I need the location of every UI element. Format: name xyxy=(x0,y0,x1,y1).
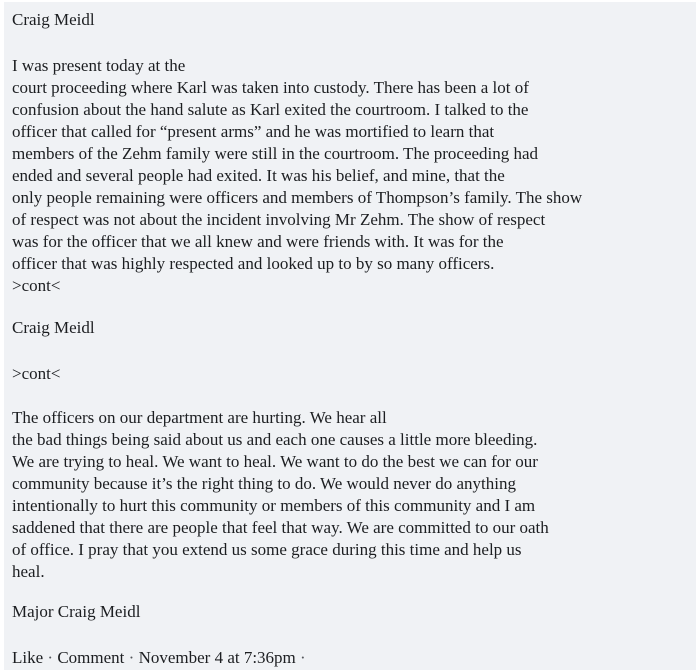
body-line: confusion about the hand salute as Karl exited the courtroom. I talked to the xyxy=(12,100,529,119)
body-line: officer that was highly respected and looked up to by so many officers. xyxy=(12,254,495,273)
separator: · xyxy=(295,648,306,667)
actions-line xyxy=(12,647,306,669)
screenshot-panel xyxy=(4,2,696,670)
post-2-cont xyxy=(12,363,60,385)
body-line: was for the officer that we all knew and were friends with. It was for the xyxy=(12,232,504,251)
cont-marker: >cont< xyxy=(12,276,61,295)
body-line: community because it’s the right thing to do. We would never do anything xyxy=(12,474,516,493)
body-line: the bad things being said about us and each one causes a little more bleeding. xyxy=(12,430,538,449)
author-name[interactable]: Craig Meidl xyxy=(12,10,95,29)
body-line: I was present today at the xyxy=(12,56,186,75)
post-actions xyxy=(12,647,306,669)
body-line: ended and several people had exited. It was his belief, and mine, that the xyxy=(12,166,505,185)
post-1-author xyxy=(12,9,95,31)
post-2-author xyxy=(12,317,95,339)
body-line: only people remaining were officers and members of Thompson’s family. The show xyxy=(12,188,583,207)
signature: Major Craig Meidl xyxy=(12,602,141,621)
body-line: intentionally to hurt this community or members of this community and I am xyxy=(12,496,536,515)
timestamp-link[interactable]: November 4 at 7:36pm xyxy=(138,648,296,667)
body-line: heal. xyxy=(12,562,45,581)
body-line: saddened that there are people that feel that way. We are committed to our oath xyxy=(12,518,549,537)
body-line: court proceeding where Karl was taken into custody. There has been a lot of xyxy=(12,78,529,97)
post-2-body xyxy=(12,407,549,583)
author-name[interactable]: Craig Meidl xyxy=(12,318,95,337)
body-line: officer that called for “present arms” and he was mortified to learn that xyxy=(12,122,495,141)
body-line: The officers on our department are hurting. We hear all xyxy=(12,408,387,427)
cont-marker: >cont< xyxy=(12,364,61,383)
body-line: members of the Zehm family were still in the courtroom. The proceeding had xyxy=(12,144,539,163)
like-link[interactable]: Like xyxy=(12,648,44,667)
post-2-signature xyxy=(12,601,140,623)
separator: · xyxy=(43,648,58,667)
separator: · xyxy=(124,648,139,667)
body-line: of respect was not about the incident involving Mr Zehm. The show of respect xyxy=(12,210,546,229)
body-line: We are trying to heal. We want to heal. We want to do the best we can for our xyxy=(12,452,538,471)
post-1-body xyxy=(12,55,582,297)
body-line: of office. I pray that you extend us some grace during this time and help us xyxy=(12,540,522,559)
comment-link[interactable]: Comment xyxy=(57,648,125,667)
